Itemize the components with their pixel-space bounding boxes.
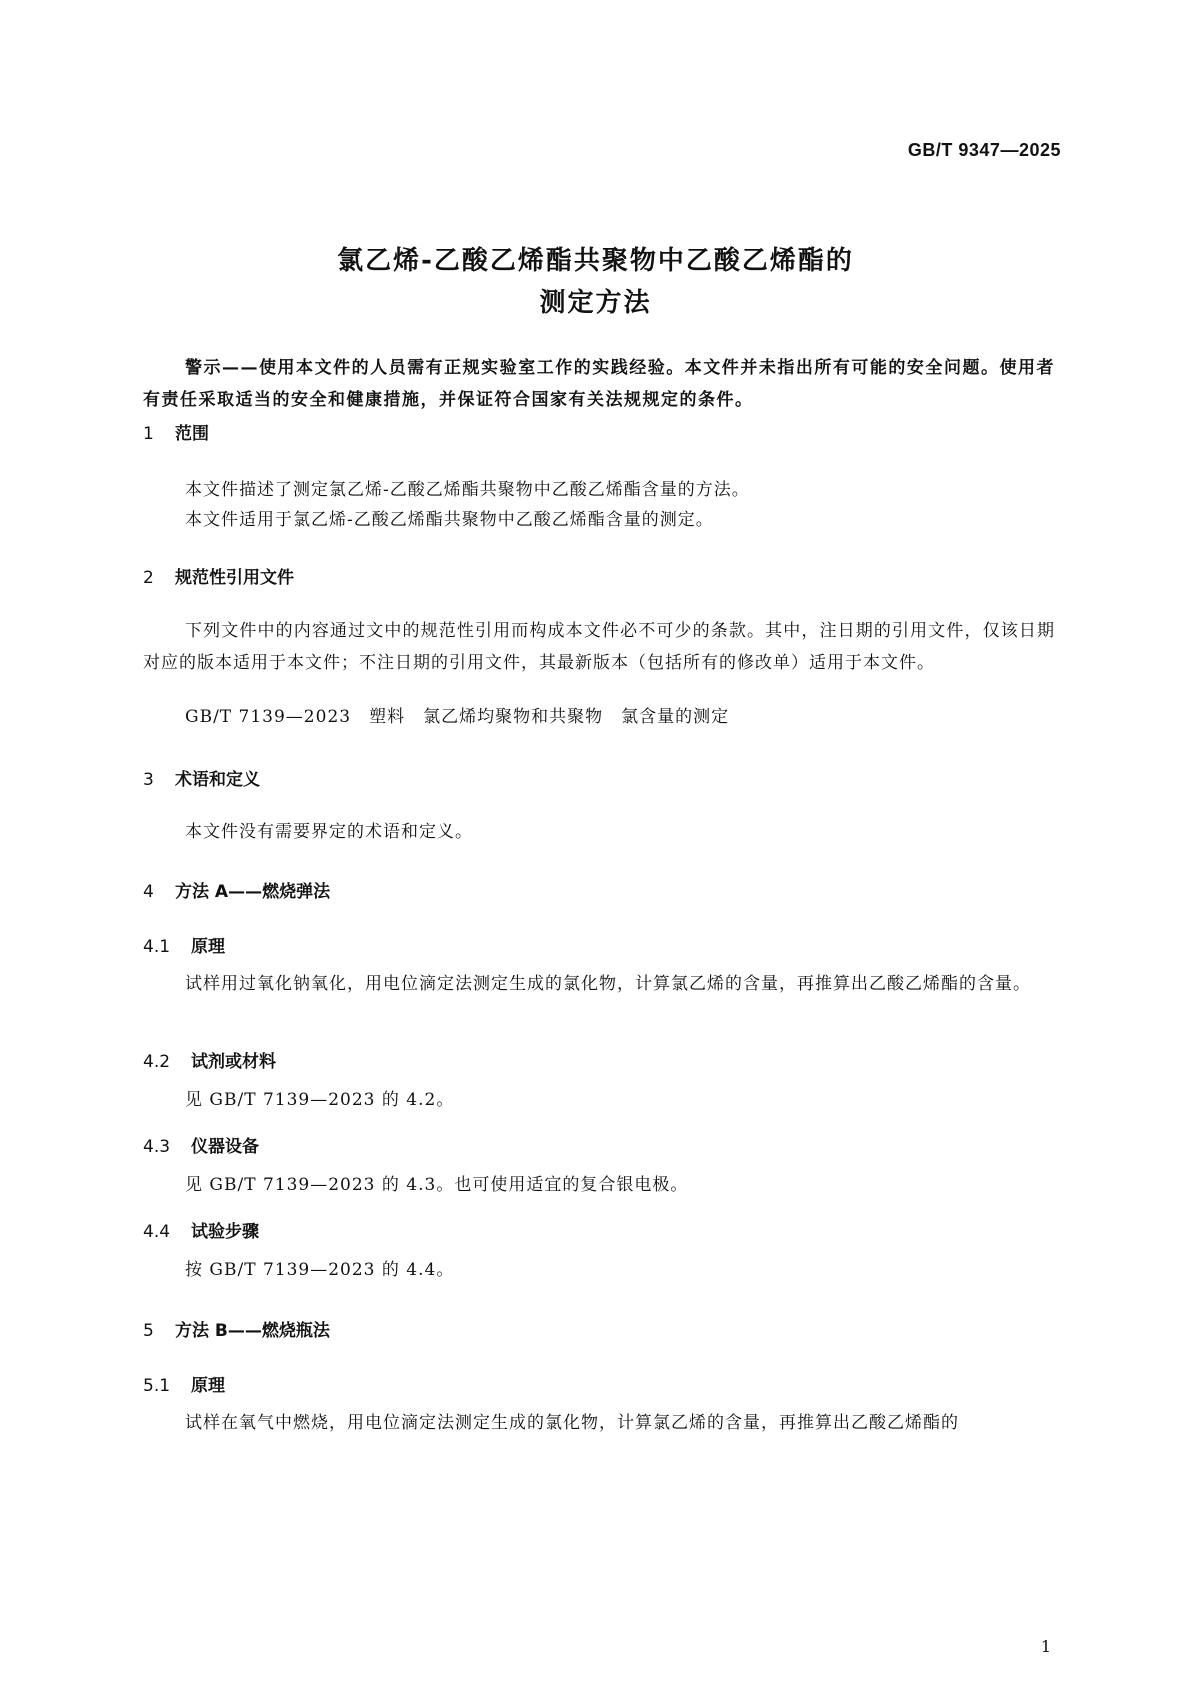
subsection-number: 4.1 [143, 937, 171, 957]
section-title: 范围 [175, 424, 209, 444]
subsection-heading-4-4 [143, 1217, 259, 1242]
subsection-title: 试验步骤 [191, 1222, 259, 1242]
section-heading-3 [143, 765, 260, 790]
paragraph: 试样在氧气中燃烧，用电位滴定法测定生成的氯化物，计算氯乙烯的含量，再推算出乙酸乙烯酯的 [185, 1413, 959, 1433]
section-heading-1 [143, 419, 209, 444]
paragraph: 见 GB/T 7139—2023 的 4.3。也可使用适宜的复合银电极。 [185, 1175, 689, 1195]
section-heading-5 [143, 1316, 330, 1341]
paragraph: 见 GB/T 7139—2023 的 4.2。 [185, 1090, 455, 1110]
subsection-number: 4.3 [143, 1137, 171, 1157]
subsection-heading-4-2 [143, 1047, 276, 1072]
section-title: 方法 B——燃烧瓶法 [175, 1321, 330, 1341]
section-number: 2 [143, 568, 154, 588]
section-number: 3 [143, 770, 154, 790]
document-title-line1: 氯乙烯-乙酸乙烯酯共聚物中乙酸乙烯酯的 [337, 246, 854, 276]
section-heading-2 [143, 563, 294, 588]
document-title-line2: 测定方法 [539, 288, 652, 318]
section-title: 方法 A——燃烧弹法 [175, 882, 331, 902]
subsection-heading-4-1 [143, 932, 225, 957]
subsection-title: 试剂或材料 [191, 1052, 276, 1072]
section-heading-4 [143, 877, 330, 902]
standard-code: GB/T 9347—2025 [907, 140, 1061, 160]
subsection-heading-4-3 [143, 1132, 259, 1157]
paragraph: 试样用过氧化钠氧化，用电位滴定法测定生成的氯化物，计算氯乙烯的含量，再推算出乙酸乙烯酯的含量。 [185, 974, 1031, 994]
subsection-number: 4.2 [143, 1052, 171, 1072]
section-title: 规范性引用文件 [175, 568, 294, 588]
normative-reference: GB/T 7139—2023 塑料 氯乙烯均聚物和共聚物 氯含量的测定 [185, 707, 730, 727]
page-number: 1 [1040, 1637, 1051, 1656]
subsection-number: 5.1 [143, 1376, 171, 1396]
paragraph: 本文件适用于氯乙烯-乙酸乙烯酯共聚物中乙酸乙烯酯含量的测定。 [185, 510, 714, 530]
paragraph: 按 GB/T 7139—2023 的 4.4。 [185, 1260, 455, 1280]
safety-warning: 警示——使用本文件的人员需有正规实验室工作的实践经验。本文件并未指出所有可能的安全问题。使用者有责任采取适当的安全和健康措施，并保证符合国家有关法规规定的条件。 [143, 358, 1055, 410]
subsection-number: 4.4 [143, 1222, 171, 1242]
paragraph: 本文件描述了测定氯乙烯-乙酸乙烯酯共聚物中乙酸乙烯酯含量的方法。 [185, 480, 750, 500]
paragraph: 下列文件中的内容通过文中的规范性引用而构成本文件必不可少的条款。其中，注日期的引用文件，仅该日期对应的版本适用于本文件；不注日期的引用文件，其最新版本（包括所有的修改单）适用于本文件。 [143, 621, 1055, 673]
section-title: 术语和定义 [175, 770, 260, 790]
section-number: 1 [143, 424, 154, 444]
subsection-heading-5-1 [143, 1371, 225, 1396]
paragraph: 本文件没有需要界定的术语和定义。 [185, 822, 473, 842]
section-number: 5 [143, 1321, 154, 1341]
subsection-title: 仪器设备 [191, 1137, 259, 1157]
subsection-title: 原理 [191, 937, 225, 957]
section-number: 4 [143, 882, 154, 902]
subsection-title: 原理 [191, 1376, 225, 1396]
